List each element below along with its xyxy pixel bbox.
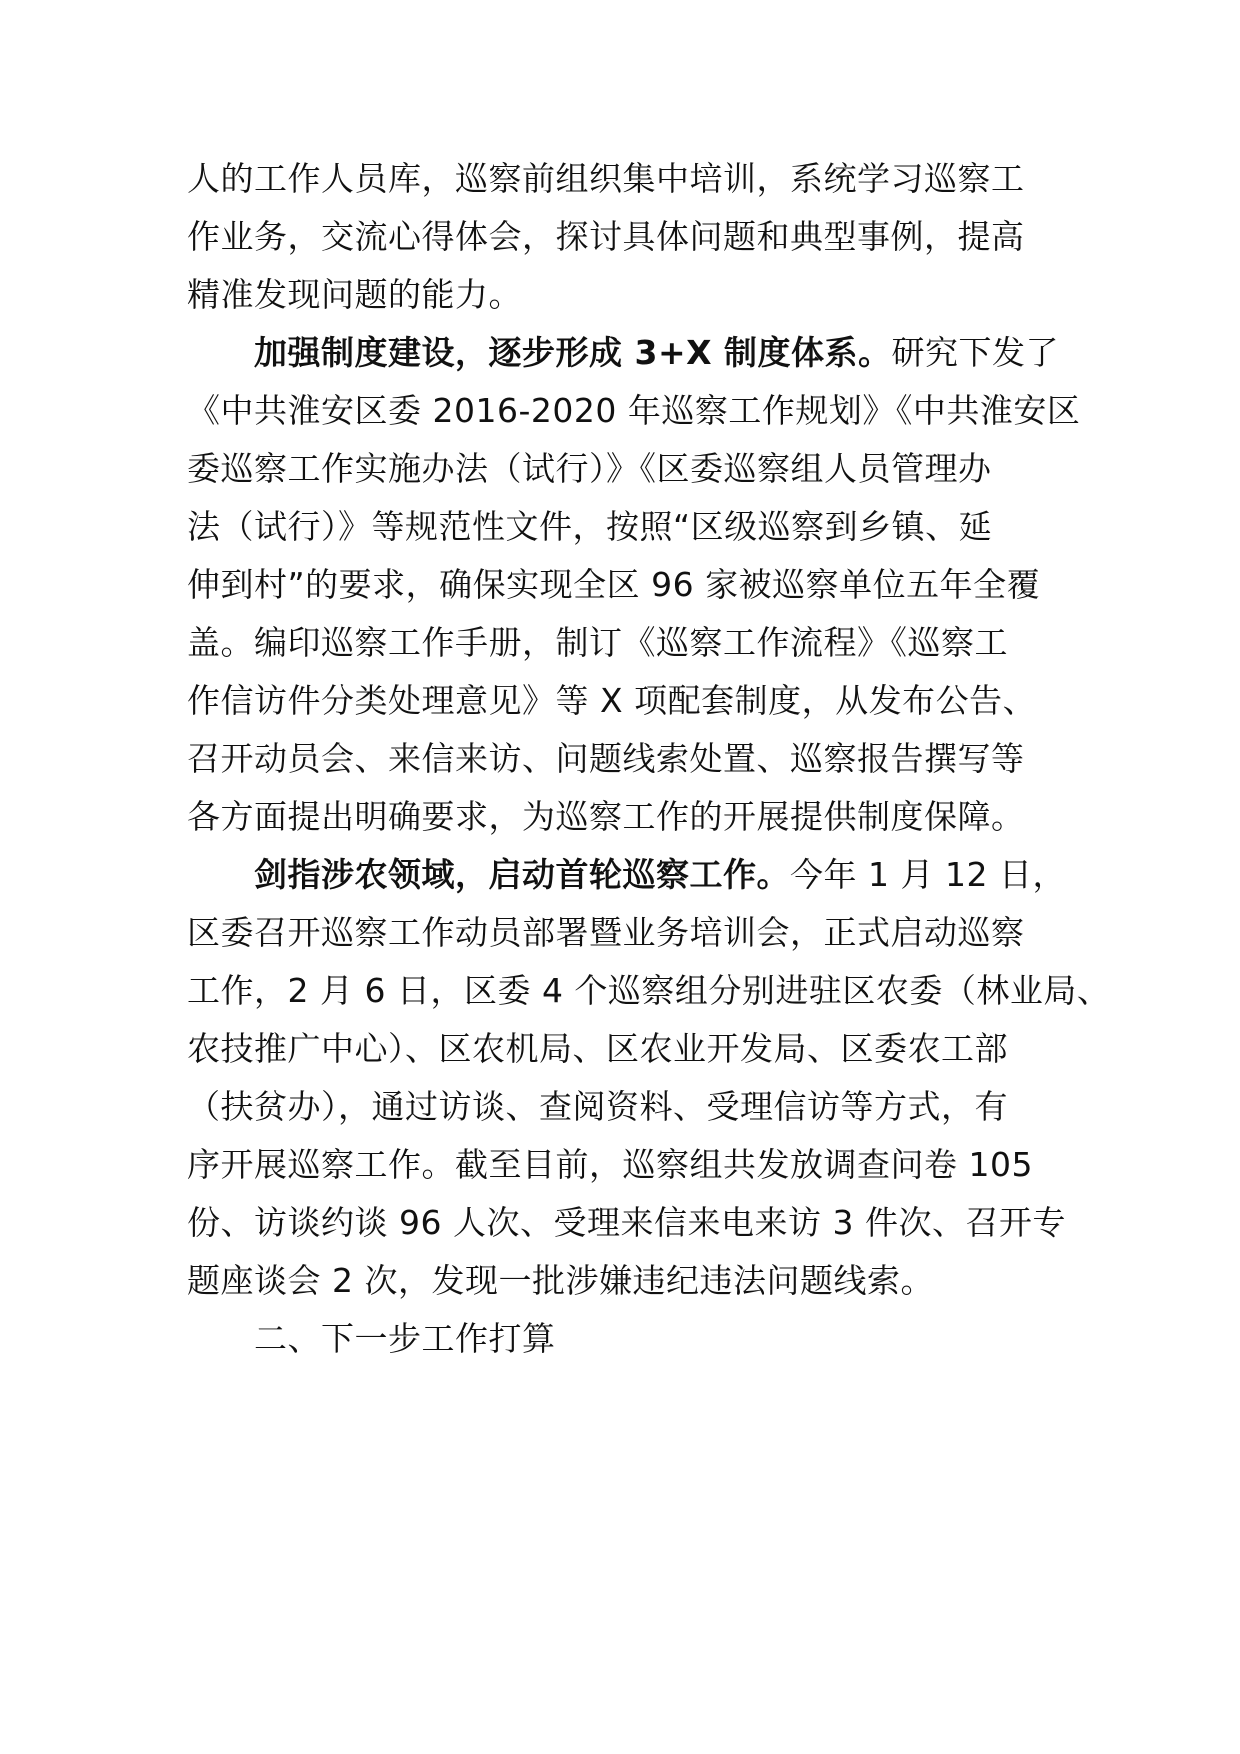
paragraph-first-line [254,853,1066,897]
text-line: 人的工作人员库，巡察前组织集中培训，系统学习巡察工 [187,159,1025,198]
text-line: 盖。编印巡察工作手册，制订《巡察工作流程》《巡察工 [187,623,1008,662]
text-line: 法（试行）》等规范性文件，按照“区级巡察到乡镇、延 [187,507,993,546]
text-line: 农技推广中心）、区农机局、区农业开发局、区委农工部 [187,1029,1008,1068]
text-line: （扶贫办），通过访谈、查阅资料、受理信访等方式，有 [187,1087,1008,1126]
paragraph-text: 今年 1 月 12 日， [790,855,1066,894]
text-line: 《中共淮安区委 2016-2020 年巡察工作规划》《中共淮安区 [187,391,1081,430]
text-line: 召开动员会、来信来访、问题线索处置、巡察报告撰写等 [187,739,1025,778]
text-line: 区委召开巡察工作动员部署暨业务培训会，正式启动巡察 [187,913,1025,952]
paragraph-heading: 加强制度建设，逐步形成 3+X 制度体系。 [254,333,892,372]
paragraph-text: 研究下发了 [891,333,1060,372]
text-line: 序开展巡察工作。截至目前，巡察组共发放调查问卷 105 [187,1145,1033,1184]
paragraph-first-line [254,331,1059,375]
text-line: 工作，2 月 6 日，区委 4 个巡察组分别进驻区农委（林业局、 [187,971,1111,1010]
text-line: 伸到村”的要求，确保实现全区 96 家被巡察单位五年全覆 [187,565,1041,604]
text-line: 份、访谈约谈 96 人次、受理来信来电来访 3 件次、召开专 [187,1203,1066,1242]
text-line: 精准发现问题的能力。 [187,275,522,314]
section-heading: 二、下一步工作打算 [254,1319,556,1358]
text-line: 委巡察工作实施办法（试行）》《区委巡察组人员管理办 [187,449,992,488]
text-line: 题座谈会 2 次，发现一批涉嫌违纪违法问题线索。 [187,1261,934,1300]
text-line: 作信访件分类处理意见》等 X 项配套制度，从发布公告、 [187,681,1037,720]
text-line: 作业务，交流心得体会，探讨具体问题和典型事例，提高 [187,217,1025,256]
paragraph-heading: 剑指涉农领域，启动首轮巡察工作。 [254,855,790,894]
text-line: 各方面提出明确要求，为巡察工作的开展提供制度保障。 [187,797,1025,836]
